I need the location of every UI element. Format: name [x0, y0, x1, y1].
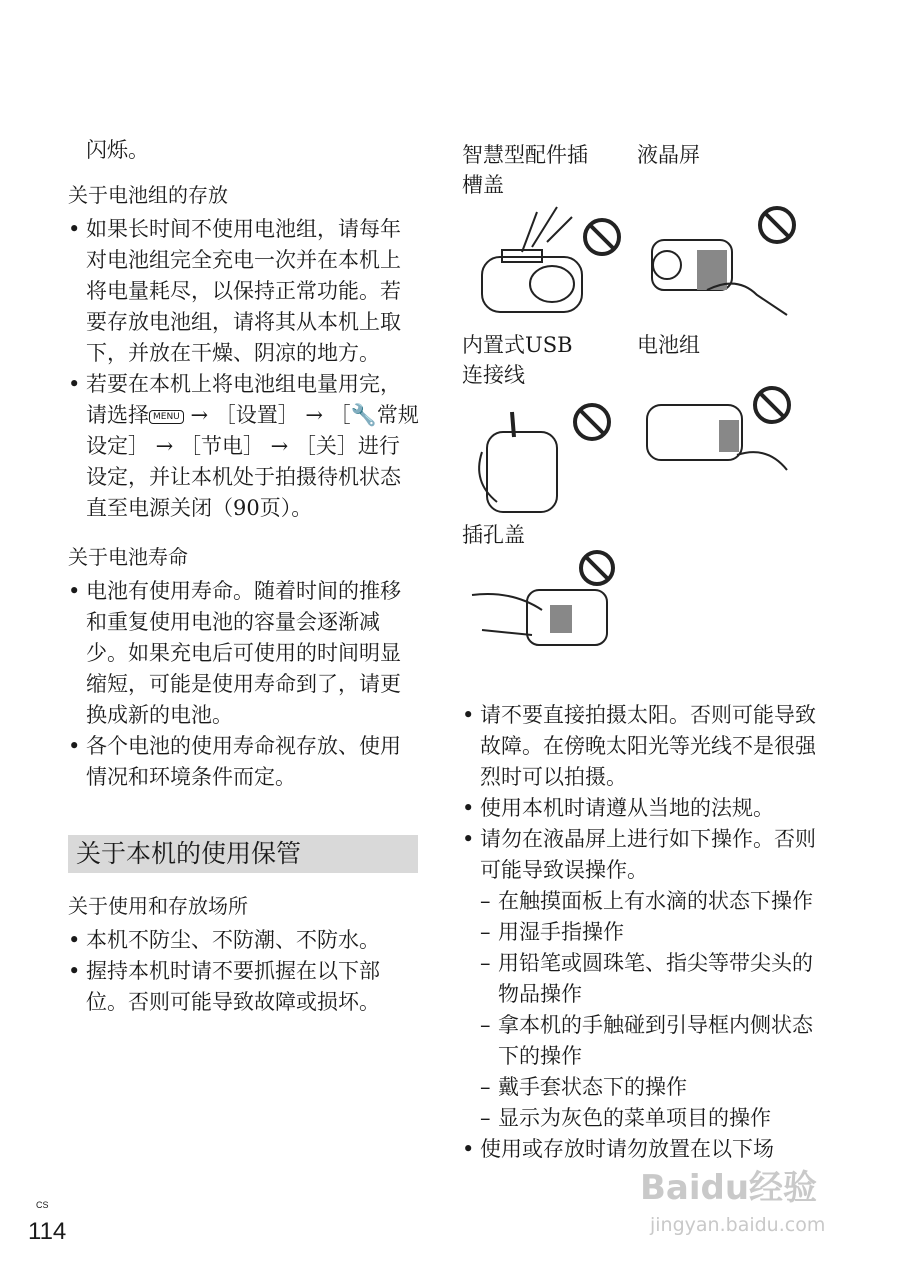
storage-bullet-1: • 如果长时间不使用电池组，请每年对电池组完全充电一次并在本机上将电量耗尽，以保持正常功能。若要存放电池组，请将其从本机上取下，并放在干燥、阴凉的地方。: [68, 214, 420, 369]
camera-battery-icon: [637, 375, 802, 505]
figure-grid: [462, 140, 822, 710]
sub-item: – 显示为灰色的菜单项目的操作: [462, 1103, 822, 1134]
figure-label: 内置式USB连接线: [462, 333, 573, 387]
figure-label: 电池组: [637, 333, 700, 357]
storage-heading: 关于电池组的存放: [68, 183, 228, 207]
figure-jack: [462, 520, 637, 710]
right-bullet-4: • 使用或存放时请勿放置在以下场: [462, 1134, 822, 1165]
watermark-logo: Baidu经验: [640, 1168, 818, 1208]
sub-item: – 用铅笔或圆珠笔、指尖等带尖头的物品操作: [462, 948, 822, 1010]
wrench-icon: 🔧: [350, 403, 377, 427]
life-bullet-2: • 各个电池的使用寿命视存放、使用情况和环境条件而定。: [68, 731, 420, 793]
right-column: [462, 140, 822, 1165]
page-number: 114: [28, 1218, 67, 1245]
life-bullet-1: • 电池有使用寿命。随着时间的推移和重复使用电池的容量会逐渐减少。如果充电后可使用的时间明显缩短，可能是使用寿命到了，请更换成新的电池。: [68, 576, 420, 731]
use-heading: 关于使用和存放场所: [68, 894, 248, 918]
menu-key-icon: MENU: [149, 410, 184, 424]
camera-usb-icon: [462, 392, 627, 522]
storage-bullet-2-c: 常规设定］ → ［节电］ → ［关］进行设定，并让本机处于拍摄待机状态直至电源关闭（90页）。: [86, 403, 419, 520]
camera-lcd-icon: [637, 195, 802, 325]
figure-battery: [637, 330, 812, 520]
right-bullet-1: • 请不要直接拍摄太阳。否则可能导致故障。在傍晚太阳光等光线不是很强烈时可以拍摄。: [462, 700, 822, 793]
right-bullet-2: • 使用本机时请遵从当地的法规。: [462, 793, 822, 824]
storage-bullet-2-a: 若要在本机上将电池组电量用完，请选择: [86, 372, 401, 427]
intro-text: 闪烁。: [86, 138, 149, 162]
sub-item: – 戴手套状态下的操作: [462, 1072, 822, 1103]
figure-label: 插孔盖: [462, 523, 525, 547]
figure-shoe: [462, 140, 637, 330]
camera-jack-icon: [462, 550, 627, 680]
sub-item: – 拿本机的手触碰到引导框内侧状态下的操作: [462, 1010, 822, 1072]
figure-label: 液晶屏: [637, 143, 700, 167]
sub-item: – 在触摸面板上有水滴的状态下操作: [462, 886, 822, 917]
language-code: CS: [36, 1200, 49, 1210]
figure-label: 智慧型配件插槽盖: [462, 143, 588, 197]
figure-lcd: [637, 140, 812, 330]
section-banner: 关于本机的使用保管: [68, 835, 418, 873]
figure-usb: [462, 330, 637, 520]
life-heading: 关于电池寿命: [68, 545, 188, 569]
sub-item: – 用湿手指操作: [462, 917, 822, 948]
use-bullet-1: • 本机不防尘、不防潮、不防水。: [68, 925, 420, 956]
right-bullet-3: • 请勿在液晶屏上进行如下操作。否则可能导致误操作。: [462, 824, 822, 886]
storage-bullet-2-b: → ［设置］ → ［: [183, 403, 351, 427]
use-bullet-2: • 握持本机时请不要抓握在以下部位。否则可能导致故障或损坏。: [68, 956, 420, 1018]
left-column: [68, 135, 420, 1018]
camera-shoe-icon: [462, 202, 627, 332]
storage-bullet-2: [68, 369, 420, 524]
watermark-url: jingyan.baidu.com: [650, 1214, 826, 1236]
